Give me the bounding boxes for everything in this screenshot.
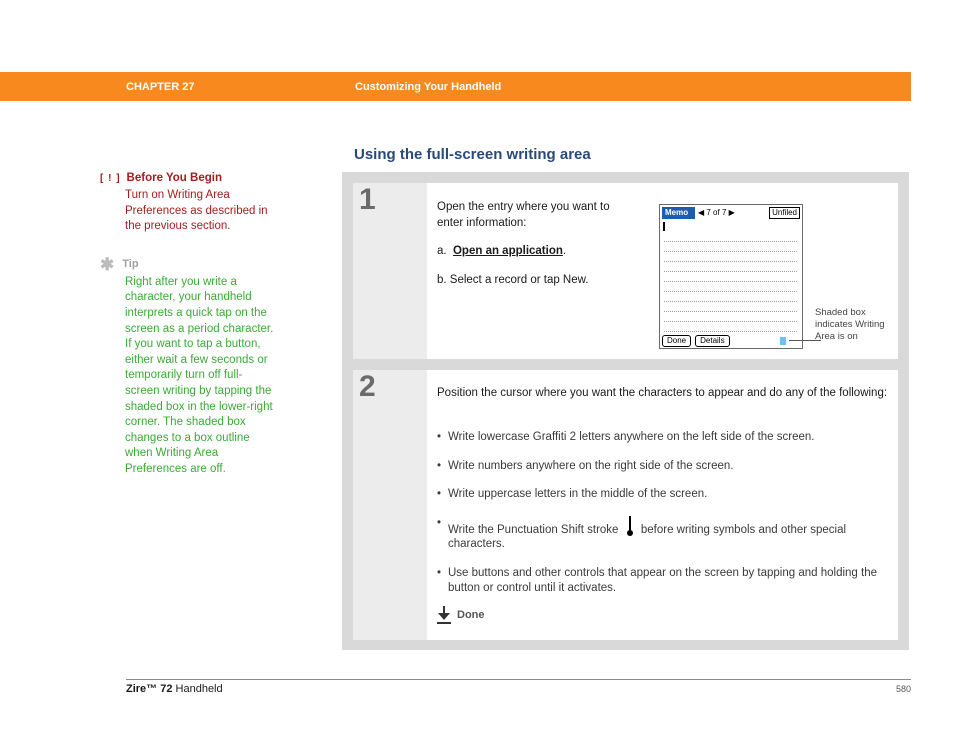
footer-product-name: Zire™ 72 bbox=[126, 683, 173, 695]
open-application-link[interactable]: Open an application bbox=[452, 245, 563, 258]
step-1 bbox=[353, 183, 898, 359]
done-indicator bbox=[437, 606, 485, 624]
step-number-column bbox=[353, 370, 427, 640]
step-1-text bbox=[437, 200, 622, 301]
step-number: 1 bbox=[359, 183, 376, 216]
footer-product-suffix: Handheld bbox=[172, 683, 223, 695]
memo-title-bar bbox=[662, 207, 800, 219]
list-item: • Write lowercase Graffiti 2 letters anywhere on the left side of the screen. bbox=[437, 430, 889, 445]
step-1-option-b: b. Select a record or tap New. bbox=[437, 273, 589, 286]
memo-screenshot bbox=[659, 204, 803, 349]
punctuation-shift-stroke-icon bbox=[625, 516, 635, 536]
step-1-intro: Open the entry where you want to enter information: bbox=[437, 201, 610, 229]
shaded-box-callout: Shaded box indicates Writing Area is on bbox=[815, 307, 885, 342]
memo-line bbox=[664, 302, 797, 312]
memo-line bbox=[664, 262, 797, 272]
memo-line bbox=[664, 292, 797, 302]
memo-line bbox=[664, 312, 797, 322]
category-selector: Unfiled bbox=[769, 207, 800, 219]
writing-area-shaded-box bbox=[780, 337, 786, 345]
list-item bbox=[437, 516, 889, 552]
section-title: Using the full-screen writing area bbox=[354, 146, 591, 163]
memo-line bbox=[664, 282, 797, 292]
page-number: 580 bbox=[895, 684, 911, 694]
done-label: Done bbox=[457, 609, 485, 621]
list-item: • Use buttons and other controls that appear on the screen by tapping and holding the button or control until it activates. bbox=[437, 566, 889, 595]
before-you-begin-heading bbox=[100, 172, 275, 184]
tip-heading bbox=[100, 256, 275, 273]
memo-details-button: Details bbox=[695, 335, 729, 347]
tip-label: Tip bbox=[122, 258, 139, 271]
chapter-label: CHAPTER 27 bbox=[126, 81, 195, 93]
step-2-bullet-list bbox=[437, 430, 889, 609]
step-1-option-a bbox=[437, 244, 622, 260]
step-number: 2 bbox=[359, 370, 376, 403]
option-a-prefix: a. bbox=[437, 245, 447, 258]
list-item: • Write uppercase letters in the middle of the screen. bbox=[437, 487, 889, 502]
memo-done-button: Done bbox=[662, 335, 691, 347]
chapter-header-bar bbox=[0, 72, 911, 101]
chapter-title: Customizing Your Handheld bbox=[355, 81, 502, 93]
record-navigator: ◀ 7 of 7 ▶ bbox=[698, 208, 735, 217]
memo-line bbox=[664, 252, 797, 262]
memo-title: Memo bbox=[662, 207, 695, 219]
step-2 bbox=[353, 370, 898, 640]
done-arrow-icon bbox=[437, 606, 451, 624]
memo-buttons bbox=[662, 335, 730, 347]
footer-divider bbox=[126, 679, 911, 680]
list-item: • Write numbers anywhere on the right side of the screen. bbox=[437, 459, 889, 474]
before-you-begin-label: Before You Begin bbox=[126, 172, 222, 184]
sidebar bbox=[100, 172, 275, 478]
memo-line bbox=[664, 272, 797, 282]
before-you-begin-text: Turn on Writing Area Preferences as described in the previous section. bbox=[125, 189, 268, 233]
memo-line bbox=[664, 322, 797, 332]
tip-text: Right after you write a character, your handheld interprets a quick tap on the screen as a period character. If you want to tap a button, either wait a few seconds or temporarily turn off full-screen writing by tapping the shaded box in the lower-right corner. The shaded box changes to a box outline when Writing Area Preferences are off. bbox=[125, 275, 274, 475]
punctuation-text-before: Write the Punctuation Shift stroke bbox=[448, 523, 619, 536]
memo-line bbox=[664, 242, 797, 252]
memo-line bbox=[664, 232, 797, 242]
footer-product bbox=[126, 683, 223, 695]
option-a-suffix: . bbox=[562, 245, 567, 258]
memo-lines bbox=[664, 232, 797, 332]
tip-asterisk-icon: ✱ bbox=[100, 254, 115, 274]
warning-icon: [ ! ] bbox=[100, 172, 121, 184]
text-cursor bbox=[663, 222, 665, 231]
punctuation-text-after: before writing symbols and other special characters. bbox=[448, 523, 847, 551]
steps-panel bbox=[342, 172, 909, 650]
step-number-column bbox=[353, 183, 427, 359]
step-2-intro: Position the cursor where you want the characters to appear and do any of the following: bbox=[437, 387, 888, 399]
